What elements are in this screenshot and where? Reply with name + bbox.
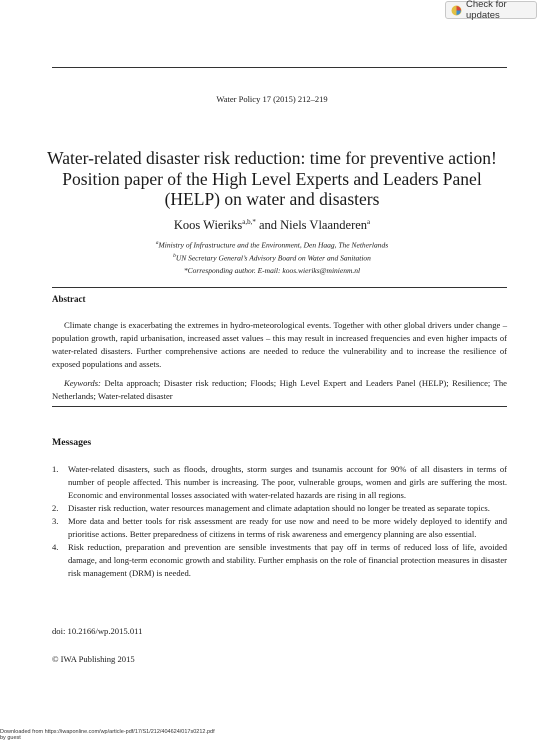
list-item xyxy=(52,463,507,502)
author-conjunction: and xyxy=(255,218,281,233)
download-footer-line-2: by guest xyxy=(0,735,21,741)
title-line-1: Water-related disaster risk reduction: time for preventive action! xyxy=(47,148,497,168)
list-item xyxy=(52,515,507,541)
list-item xyxy=(52,502,507,515)
affiliation-a-text: Ministry of Infrastructure and the Environment, Den Haag, The Netherlands xyxy=(158,240,389,250)
list-item-text: Water-related disasters, such as floods, droughts, storm surges and tsunamis account for 90% of all disasters in terms of number of people affected. This number is increasing. The poor, vulnerable groups, women and girls are suffering the most. Economic and environmental losses associated with water-related hazards are rising in all regions. xyxy=(68,464,507,500)
top-rule xyxy=(52,67,507,68)
abstract-bottom-rule xyxy=(52,406,507,407)
doi: doi: 10.2166/wp.2015.011 xyxy=(52,626,143,636)
download-footer-line-1: Downloaded from https://iwaponline.com/wp/article-pdf/17/S1/212/404624/017s0212.pdf xyxy=(0,729,215,735)
journal-citation: Water Policy 17 (2015) 212–219 xyxy=(216,94,328,104)
abstract-top-rule xyxy=(52,287,507,288)
check-for-updates-button[interactable] xyxy=(445,1,537,19)
author-2: Niels Vlaanderen xyxy=(280,218,368,233)
corresponding-author-text: *Corresponding author. E-mail: koos.wieriks@minienm.nl xyxy=(183,266,361,275)
list-item xyxy=(52,541,507,580)
author-1: Koos Wieriks xyxy=(173,218,243,233)
abstract-text: Climate change is exacerbating the extremes in hydro-meteorological events. Together with other global drivers under change – population growth, rapid urbanisation, increased asset values – this may result in increased frequencies and even higher impacts of water-related disasters. Further comprehensive actions are needed to reduce the vulnerability and to increase the resilience of exposed populations and assets. xyxy=(52,320,507,369)
corresponding-author xyxy=(0,266,544,275)
list-item-text: Risk reduction, preparation and prevention are sensible investments that pay off in terms of reduced loss of life, avoided damage, and long-term economic growth and stability. Further emphasis on the role of financial protection measures in disaster risk management (DRM) is needed. xyxy=(68,542,507,578)
list-item-number: 2. xyxy=(52,503,59,513)
affiliation-b-text: UN Secretary General’s Advisory Board on Water and Sanitation xyxy=(175,253,371,263)
affiliation-a xyxy=(0,240,544,250)
title-line-2: Position paper of the High Level Experts and Leaders Panel xyxy=(62,168,482,189)
messages-list xyxy=(52,463,507,580)
list-item-text: More data and better tools for risk assessment are ready for use now and need to be more widely deployed to identify and prioritise actions. Better preparedness of citizens in terms of risk awareness and emergency planning are also essential. xyxy=(68,516,507,539)
download-footer xyxy=(0,729,300,741)
messages-heading: Messages xyxy=(52,437,92,448)
affiliation-b xyxy=(0,253,544,263)
affiliation-b-mark: b xyxy=(173,253,176,259)
keywords xyxy=(52,377,507,403)
list-item-text: Disaster risk reduction, water resources management and climate adaptation should no longer be treated as separate topics. xyxy=(68,503,490,513)
list-item-number: 1. xyxy=(52,464,59,474)
check-for-updates-label: Check for updates xyxy=(466,0,507,21)
title-line-3: (HELP) on water and disasters xyxy=(164,189,380,209)
article-title xyxy=(40,148,504,210)
keywords-text: Delta approach; Disaster risk reduction; Floods; High Level Expert and Leaders Panel (HELP); Resilience; The Netherlands; Water-related disaster xyxy=(52,378,507,401)
copyright: © IWA Publishing 2015 xyxy=(52,654,135,664)
check-updates-icon xyxy=(451,5,462,16)
affiliation-a-mark: a xyxy=(155,240,159,246)
author-list xyxy=(0,218,544,233)
author-1-marks: a,b,* xyxy=(242,218,256,226)
abstract-heading: Abstract xyxy=(52,294,86,304)
list-item-number: 4. xyxy=(52,542,59,552)
keywords-label: Keywords: xyxy=(64,378,101,388)
list-item-number: 3. xyxy=(52,516,59,526)
author-2-marks: a xyxy=(367,218,371,226)
